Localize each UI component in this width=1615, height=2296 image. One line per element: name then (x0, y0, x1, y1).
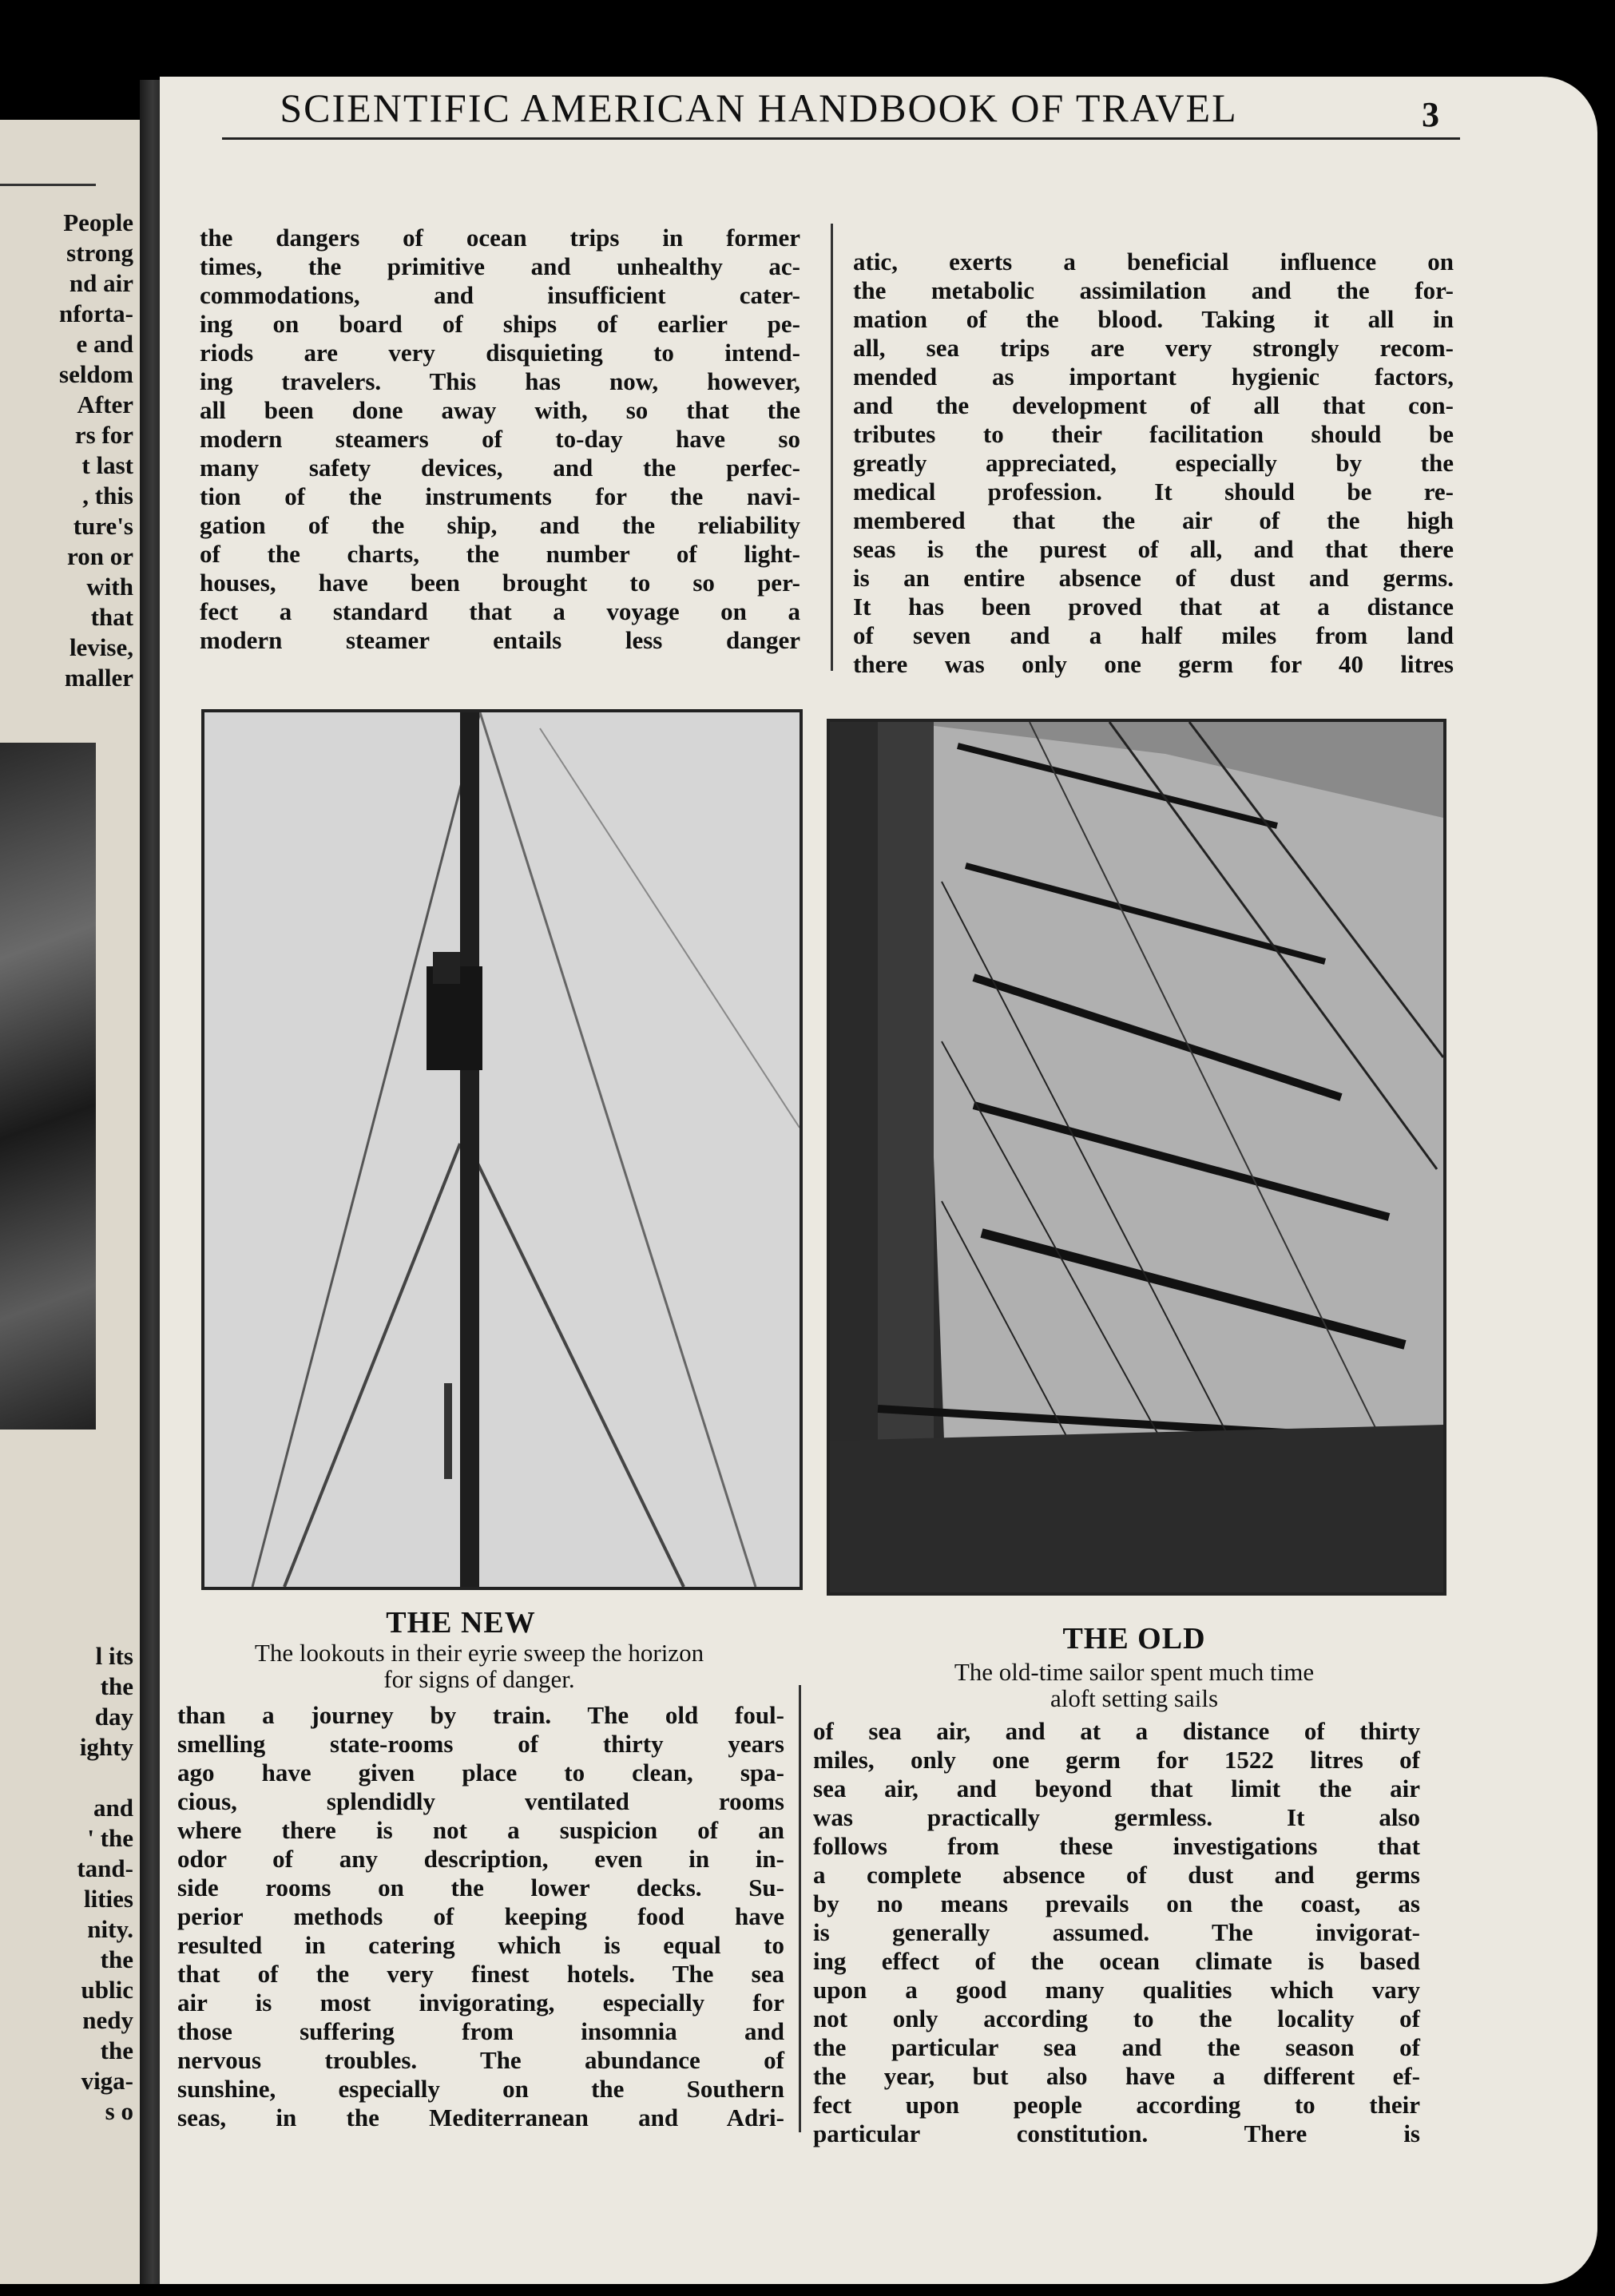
facing-page-fragment: the (100, 1945, 133, 1973)
figure-left-title: THE NEW (386, 1606, 536, 1640)
facing-page-fragment: viga- (81, 2067, 133, 2095)
text-line: there was only one germ for 40 litres (853, 650, 1454, 678)
text-line: sea air, and beyond that limit the air (813, 1775, 1420, 1802)
text-line: mation of the blood. Taking it all in (853, 305, 1454, 333)
text-line: modern steamer entails less danger (200, 626, 800, 654)
facing-page-rule (0, 184, 96, 186)
text-line: by no means prevails on the coast, as (813, 1890, 1420, 1917)
facing-page-fragment: strong (66, 239, 133, 267)
facing-page-fragment: , this (82, 482, 133, 510)
facing-page-fragment: ublic (81, 1976, 133, 2004)
column-2-top-text (853, 248, 1454, 679)
column-divider-bottom (799, 1685, 801, 2132)
facing-page (0, 120, 140, 2284)
facing-page-fragment: that (90, 603, 133, 631)
running-head: SCIENTIFIC AMERICAN HANDBOOK OF TRAVEL (280, 85, 1238, 130)
column-1-bottom-text (177, 1701, 784, 2132)
text-line: ing on board of ships of earlier pe- (200, 310, 800, 338)
text-line: mended as important hygienic factors, (853, 363, 1454, 391)
text-line: many safety devices, and the perfec- (200, 454, 800, 482)
column-1-top-text (200, 224, 800, 655)
text-line: that of the very finest hotels. The sea (177, 1960, 784, 1988)
text-line: not only according to the locality of (813, 2005, 1420, 2032)
facing-page-fragment: nforta- (59, 299, 133, 327)
facing-page-fragment: maller (64, 664, 133, 692)
text-line: tributes to their facilitation should be (853, 420, 1454, 448)
facing-page-fragment: People (63, 208, 133, 236)
facing-page-fragment: nd air (69, 269, 133, 297)
text-line: times, the primitive and unhealthy ac- (200, 252, 800, 280)
text-line: those suffering from insomnia and (177, 2017, 784, 2045)
text-line: resulted in catering which is equal to (177, 1931, 784, 1959)
text-line: perior methods of keeping food have (177, 1902, 784, 1930)
facing-page-fragment: ture's (73, 512, 133, 540)
text-line: a complete absence of dust and germs (813, 1861, 1420, 1889)
facing-page-fragment: and (93, 1794, 133, 1822)
facing-page-fragment: l its (95, 1642, 133, 1670)
text-line: side rooms on the lower decks. Su- (177, 1874, 784, 1901)
facing-page-photo (0, 743, 96, 1430)
sails-rigging-illustration (830, 722, 1443, 1592)
text-line: odor of any description, even in in- (177, 1845, 784, 1873)
text-line: sunshine, especially on the Southern (177, 2075, 784, 2103)
photo-the-new (201, 709, 803, 1590)
facing-page-fragment: nedy (82, 2006, 133, 2034)
facing-page-fragment: After (77, 391, 133, 418)
text-line: the year, but also have a different ef- (813, 2062, 1420, 2090)
facing-page-fragment: seldom (59, 360, 133, 388)
text-line: all been done away with, so that the (200, 396, 800, 424)
text-line: was practically germless. It also (813, 1803, 1420, 1831)
text-line: ago have given place to clean, spa- (177, 1759, 784, 1786)
text-line: modern steamers of to-day have so (200, 425, 800, 453)
page-number: 3 (1422, 95, 1439, 134)
text-line: the metabolic assimilation and the for- (853, 276, 1454, 304)
text-line: miles, only one germ for 1522 litres of (813, 1746, 1420, 1774)
text-line: commodations, and insufficient cater- (200, 281, 800, 309)
text-line: riods are very disquieting to intend- (200, 339, 800, 367)
figure-left-caption-line-1: The lookouts in their eyrie sweep the horizon (254, 1639, 704, 1667)
figure-left-caption-line-2: for signs of danger. (383, 1665, 575, 1693)
facing-page-fragment: ron or (67, 542, 133, 570)
text-line: houses, have been brought to so per- (200, 569, 800, 597)
photo-the-old (827, 719, 1446, 1596)
facing-page-fragment: the (100, 1672, 133, 1700)
facing-page-fragment: ighty (79, 1733, 133, 1761)
text-line: is generally assumed. The invigorat- (813, 1918, 1420, 1946)
text-line: fect a standard that a voyage on a (200, 597, 800, 625)
text-line: of seven and a half miles from land (853, 621, 1454, 649)
text-line: ing travelers. This has now, however, (200, 367, 800, 395)
figure-right-caption (847, 1659, 1422, 1711)
facing-page-fragment: levise, (69, 633, 133, 661)
column-2-bottom-text (813, 1717, 1420, 2148)
facing-page-fragment: e and (76, 330, 133, 358)
text-line: particular constitution. There is (813, 2120, 1420, 2147)
facing-page-fragment: s o (105, 2097, 133, 2125)
text-line: gation of the ship, and the reliability (200, 511, 800, 539)
facing-page-fragment: with (86, 573, 133, 601)
text-line: follows from these investigations that (813, 1832, 1420, 1860)
text-line: and the development of all that con- (853, 391, 1454, 419)
text-line: of sea air, and at a distance of thirty (813, 1717, 1420, 1745)
text-line: air is most invigorating, especially for (177, 1989, 784, 2016)
text-line: membered that the air of the high (853, 506, 1454, 534)
text-line: seas, in the Mediterranean and Adri- (177, 2104, 784, 2131)
text-line: than a journey by train. The old foul- (177, 1701, 784, 1729)
text-line: of the charts, the number of light- (200, 540, 800, 568)
text-line: upon a good many qualities which vary (813, 1976, 1420, 2004)
text-line: where there is not a suspicion of an (177, 1816, 784, 1844)
text-line: greatly appreciated, especially by the (853, 449, 1454, 477)
text-line: seas is the purest of all, and that there (853, 535, 1454, 563)
text-line: fect upon people according to their (813, 2091, 1420, 2119)
text-line: the particular sea and the season of (813, 2033, 1420, 2061)
column-divider-top (831, 224, 833, 671)
facing-page-fragment: the (100, 2036, 133, 2064)
facing-page-fragment: lities (84, 1885, 133, 1913)
figure-right-title: THE OLD (1062, 1622, 1206, 1656)
figure-right-caption-line-2: aloft setting sails (1050, 1684, 1219, 1712)
text-line: It has been proved that at a distance (853, 593, 1454, 621)
facing-page-fragment: day (94, 1703, 133, 1731)
text-line: all, sea trips are very strongly recom- (853, 334, 1454, 362)
text-line: cious, splendidly ventilated rooms (177, 1787, 784, 1815)
text-line: tion of the instruments for the navi- (200, 482, 800, 510)
mast-lookout-illustration (204, 712, 800, 1587)
text-line: the dangers of ocean trips in former (200, 224, 800, 252)
text-line: ing effect of the ocean climate is based (813, 1947, 1420, 1975)
text-line: is an entire absence of dust and germs. (853, 564, 1454, 592)
text-line: smelling state-rooms of thirty years (177, 1730, 784, 1758)
facing-page-fragment: ' the (87, 1824, 133, 1852)
facing-page-fragment: tand- (77, 1854, 133, 1882)
header-rule (222, 137, 1460, 140)
text-line: medical profession. It should be re- (853, 478, 1454, 506)
figure-right-caption-line-1: The old-time sailor spent much time (954, 1658, 1315, 1686)
text-line: nervous troubles. The abundance of (177, 2046, 784, 2074)
facing-page-fragment: t last (81, 451, 133, 479)
facing-page-fragment: nity. (87, 1915, 133, 1943)
text-line: atic, exerts a beneficial influence on (853, 248, 1454, 276)
figure-left-caption (176, 1640, 783, 1692)
facing-page-fragment: rs for (74, 421, 133, 449)
